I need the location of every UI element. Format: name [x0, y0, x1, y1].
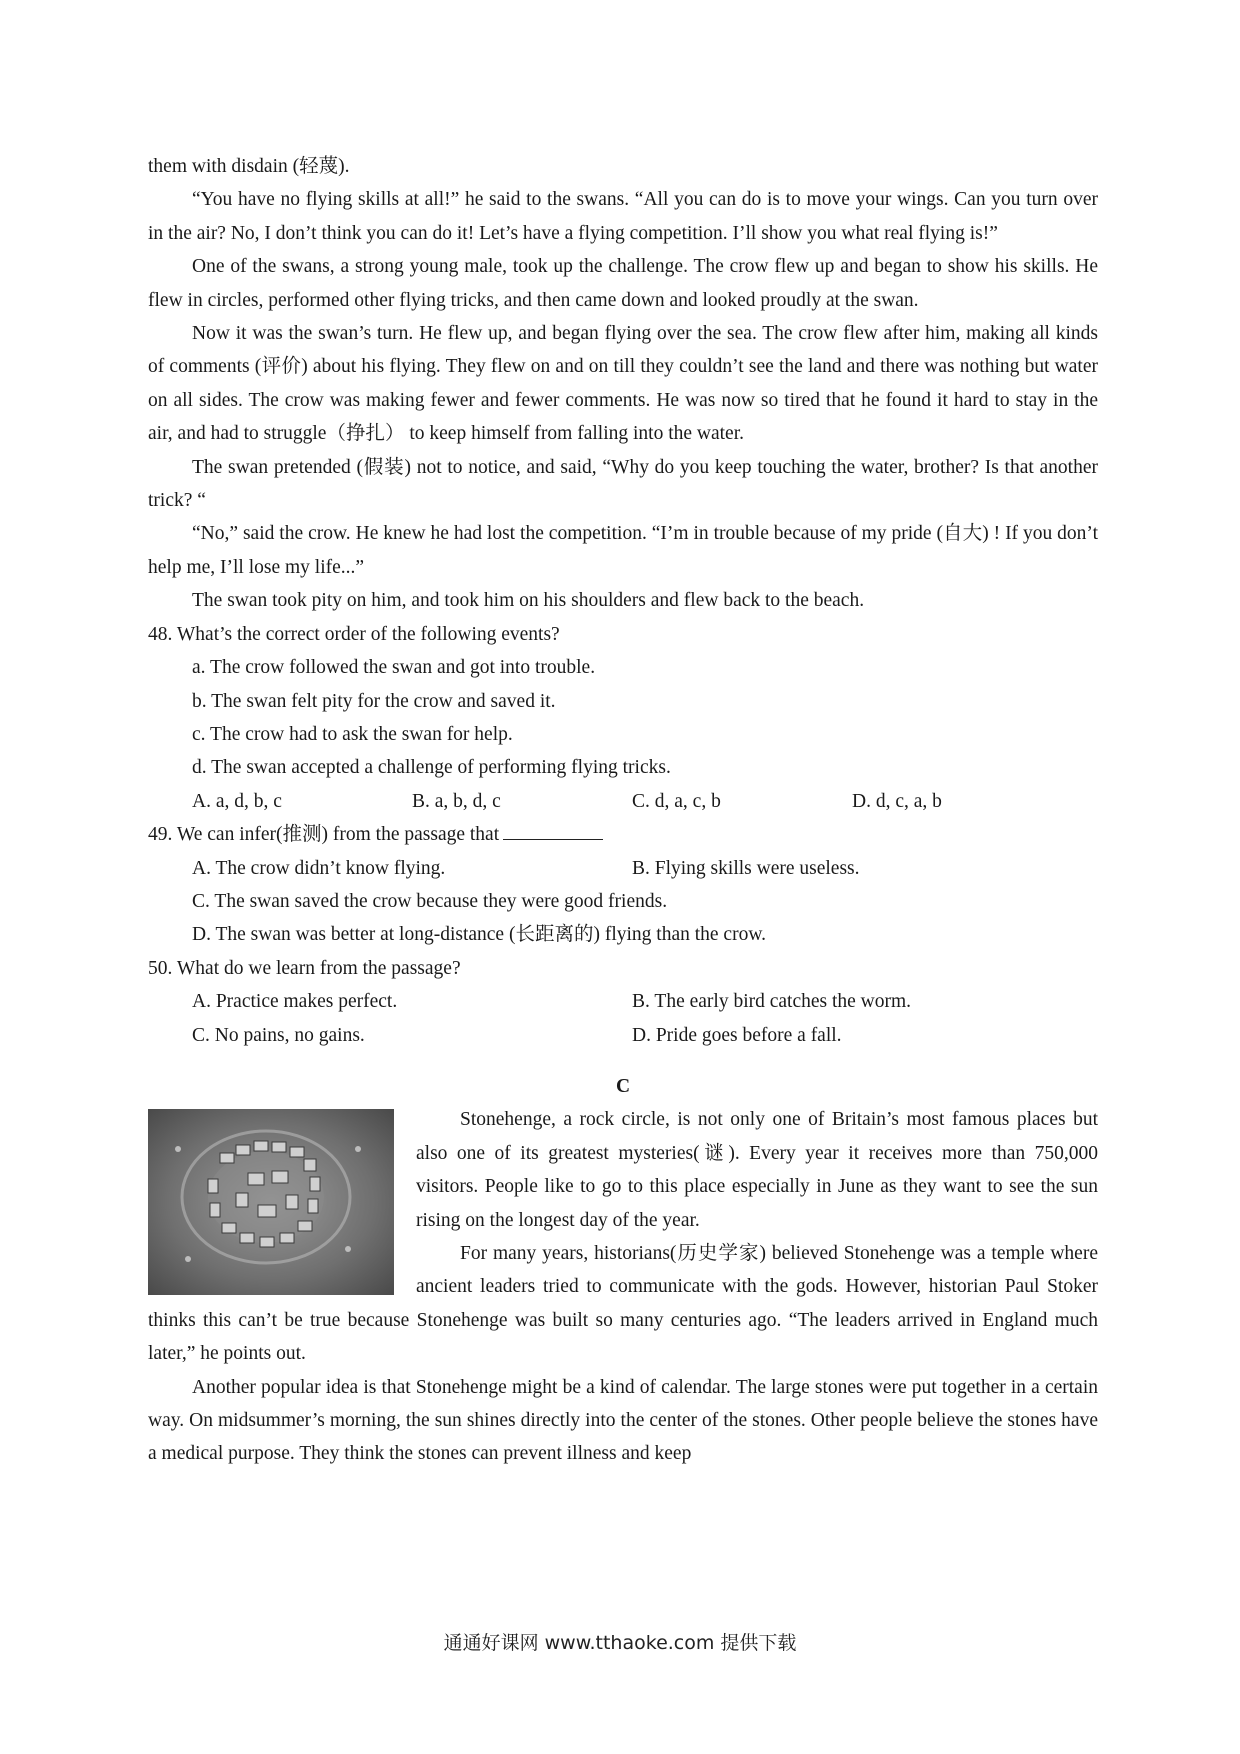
option-c: C. No pains, no gains.: [192, 1024, 365, 1046]
question-49: [148, 818, 1098, 952]
option-a: A. Practice makes perfect.: [192, 991, 398, 1013]
question-48: [148, 618, 1098, 818]
exam-page: [148, 150, 1098, 1471]
section-heading: C: [615, 1075, 631, 1097]
option-c: C. The swan saved the crow because they were good friends.: [192, 890, 668, 912]
question-50: [148, 952, 1098, 1052]
option-a: A. a, d, b, c: [192, 790, 282, 812]
event-item: d. The swan accepted a challenge of performing flying tricks.: [192, 757, 671, 779]
event-item: b. The swan felt pity for the crow and saved it.: [192, 690, 556, 712]
question-stem: [148, 818, 1098, 851]
passage-paragraph: Another popular idea is that Stonehenge might be a kind of calendar. The large stones were put together in a certain way. On midsummer’s morning, the sun shines directly into the center of the stones. Other people believe the stones have a medical purpose. They think the stones can prevent illness and keep: [148, 1376, 1098, 1465]
option-d: D. Pride goes before a fall.: [632, 1024, 842, 1046]
event-item: c. The crow had to ask the swan for help.: [192, 723, 513, 745]
question-stem: 48. What’s the correct order of the following events?: [148, 623, 560, 645]
passage-paragraph: The swan took pity on him, and took him on his shoulders and flew back to the beach.: [192, 590, 865, 612]
answer-options: [148, 1019, 1098, 1052]
question-stem: 50. What do we learn from the passage?: [148, 957, 461, 979]
stonehenge-photo: [148, 1109, 394, 1295]
option-a: A. The crow didn’t know flying.: [192, 857, 446, 879]
page-footer: 通通好课网 www.tthaoke.com 提供下载: [443, 1632, 797, 1654]
passage-paragraph: One of the swans, a strong young male, took up the challenge. The crow flew up and began to show his skills. He flew in circles, performed other flying tricks, and then came down and looked proudly at the swan.: [148, 256, 1098, 311]
answer-blank: [503, 821, 603, 840]
option-c: C. d, a, c, b: [632, 790, 721, 812]
passage-paragraph: “No,” said the crow. He knew he had lost the competition. “I’m in trouble because of my pride (自大) ! If you don’t help me, I’ll lose my life...”: [148, 523, 1098, 578]
passage-paragraph: them with disdain (轻蔑).: [148, 156, 350, 177]
passage-paragraph: The swan pretended (假装) not to notice, and said, “Why do you keep touching the water, brother? Is that another trick? “: [148, 456, 1098, 512]
event-item: a. The crow followed the swan and got into trouble.: [192, 657, 596, 679]
answer-options: [148, 785, 1098, 818]
option-d: D. d, c, a, b: [852, 790, 942, 812]
answer-options: [148, 985, 1098, 1018]
option-b: B. The early bird catches the worm.: [632, 991, 912, 1013]
question-stem-text: 49. We can infer(推测) from the passage that: [148, 824, 500, 846]
stonehenge-image: [148, 1109, 394, 1295]
passage-paragraph: For many years, historians(历史学家) believed Stonehenge was a temple where ancient leaders tried to communicate with the gods. However, historian Paul Stoker thinks this can’t be true because Stonehenge was built so many centuries ago. “The leaders arrived in England much later,” he points out.: [148, 1243, 1098, 1365]
answer-options: [148, 852, 1098, 885]
option-b: B. Flying skills were useless.: [632, 857, 860, 879]
passage-paragraph: Now it was the swan’s turn. He flew up, and began flying over the sea. The crow flew after him, making all kinds of comments (评价) about his flying. They flew on and on till they couldn’t see the land and there was nothing but water on all sides. The crow was making fewer and fewer comments. He was now so tired that he found it hard to stay in the air, and had to struggle（挣扎） to keep himself from falling into the water.: [148, 323, 1098, 445]
option-b: B. a, b, d, c: [412, 790, 501, 812]
passage-paragraph: Stonehenge, a rock circle, is not only one of Britain’s most famous places but also one of its greatest mysteries(谜). Every year it receives more than 750,000 visitors. People like to go to this place especially in June as they want to see the sun rising on the longest day of the year.: [416, 1109, 1098, 1231]
option-d: D. The swan was better at long-distance (长距离的) flying than the crow.: [192, 924, 767, 946]
passage-paragraph: “You have no flying skills at all!” he said to the swans. “All you can do is to move your wings. Can you turn over in the air? No, I don’t think you can do it! Let’s have a flying competition. I’ll show you what real flying is!”: [148, 189, 1098, 244]
